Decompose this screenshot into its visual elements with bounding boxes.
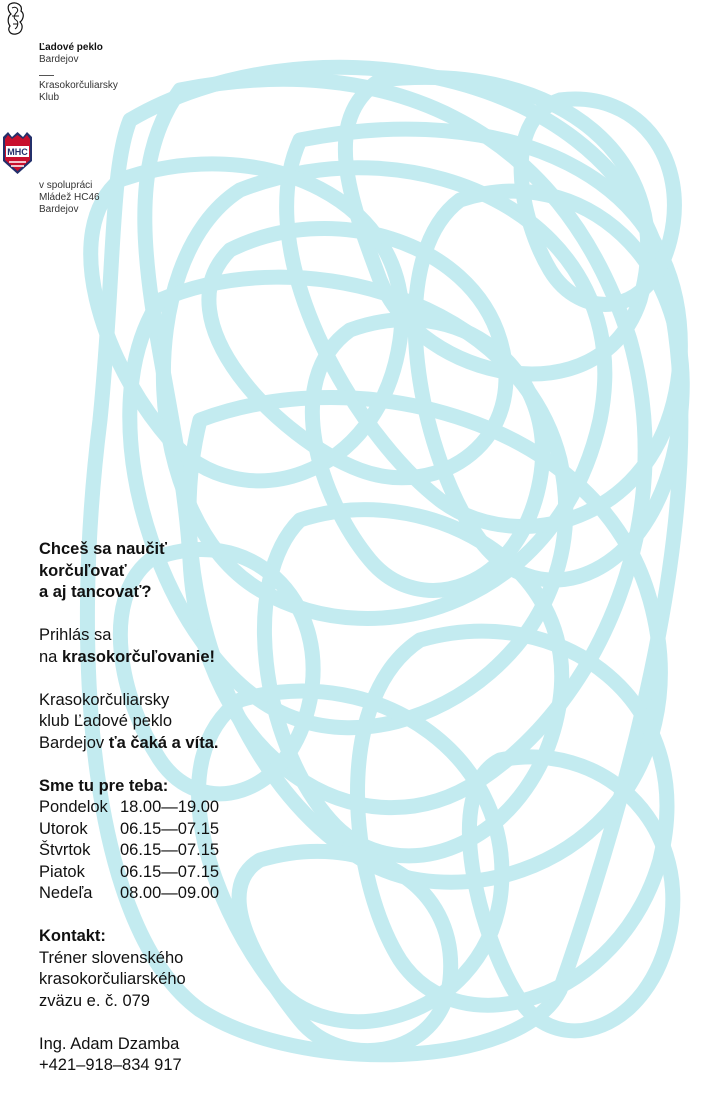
cta-line2-bold: krasokorčuľovanie! xyxy=(61,647,216,666)
schedule-day: Štvrtok xyxy=(39,841,91,859)
mhc-logo-text: MHC xyxy=(7,147,28,157)
contact-line1: Tréner slovenského xyxy=(39,948,184,967)
mhc-shield-icon xyxy=(2,131,33,175)
schedule-time: 18.00—19.00 xyxy=(120,798,220,816)
club-name: Ľadové peklo xyxy=(39,42,103,53)
poster-text xyxy=(39,539,219,1098)
schedule-time: 06.15—07.15 xyxy=(120,819,220,838)
cta-line2-prefix: na xyxy=(39,647,62,666)
contact-phone: +421–918–834 917 xyxy=(39,1056,182,1074)
cta-line1: Prihlás sa xyxy=(39,626,112,644)
club-type-line1: Krasokorčuliarsky xyxy=(39,80,118,91)
contact-heading: Kontakt: xyxy=(39,927,106,945)
headline-line2: korčuľovať xyxy=(39,561,127,580)
headline-line1: Chceš sa naučiť xyxy=(39,540,168,558)
contact-name: Ing. Adam Dzamba xyxy=(39,1034,180,1053)
schedule-day: Pondelok xyxy=(39,798,108,816)
cta-line2 xyxy=(39,647,219,669)
invitation xyxy=(39,690,219,755)
headline-line3: a aj tancovať? xyxy=(39,583,152,601)
schedule-table xyxy=(39,797,219,905)
club-name-block xyxy=(39,42,103,66)
contact-line3: zväzu e. č. 079 xyxy=(39,991,150,1010)
partner-line2: Mládež HC46 xyxy=(39,192,100,203)
call-to-action xyxy=(39,625,219,668)
contact-person xyxy=(39,1034,219,1077)
schedule-day: Nedeľa xyxy=(39,884,93,902)
club-city: Bardejov xyxy=(39,54,79,65)
invite-line3-bold: ťa čaká a víta. xyxy=(108,733,219,752)
partner-line1: v spolupráci xyxy=(39,180,93,191)
invite-line3-prefix: Bardejov xyxy=(39,733,109,752)
invite-line1: Krasokorčuliarsky xyxy=(39,690,170,709)
invite-line2: klub Ľadové peklo xyxy=(39,712,173,730)
partner-line3: Bardejov xyxy=(39,204,79,215)
club-type-line2: Klub xyxy=(39,92,60,103)
schedule-time: 08.00—09.00 xyxy=(120,884,220,902)
headline xyxy=(39,539,219,604)
schedule-heading: Sme tu pre teba: xyxy=(39,776,169,795)
club-type-block xyxy=(39,80,118,104)
header-divider xyxy=(39,75,54,76)
partner-block xyxy=(39,180,100,216)
club-crest-icon xyxy=(6,2,26,36)
schedule-day: Utorok xyxy=(39,819,88,838)
contact xyxy=(39,926,219,1012)
schedule-time: 06.15—07.15 xyxy=(120,862,220,881)
contact-line2: krasokorčuliarského xyxy=(39,970,186,988)
schedule xyxy=(39,776,219,905)
schedule-time: 06.15—07.15 xyxy=(120,841,220,859)
schedule-day: Piatok xyxy=(39,862,85,881)
invite-line3 xyxy=(39,733,219,755)
